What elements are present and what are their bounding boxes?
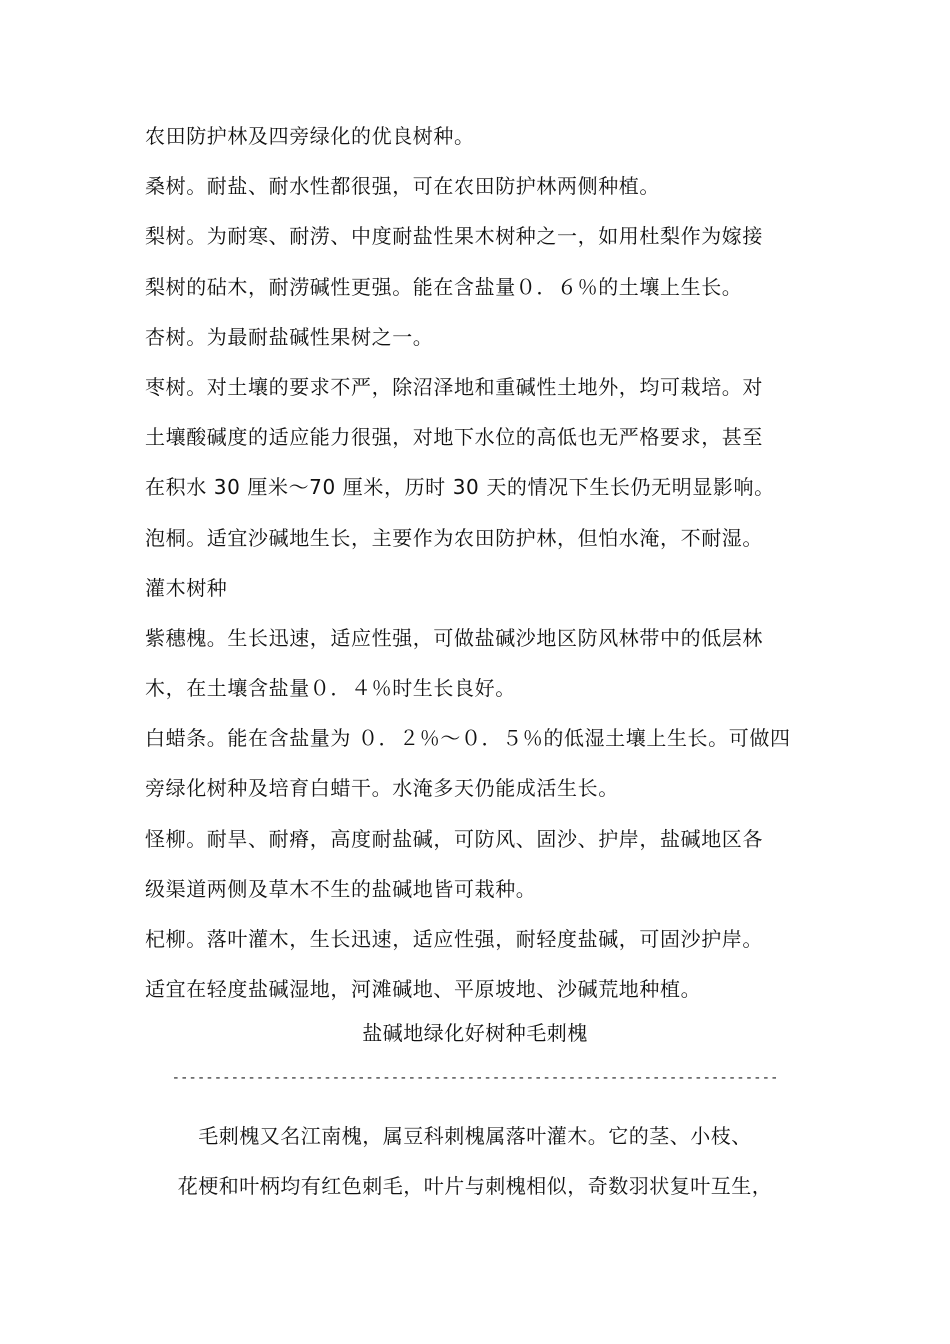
text-line: 土壤酸碱度的适应能力很强，对地下水位的高低也无严格要求，甚至 [145, 425, 763, 450]
text-line: 白蜡条。能在含盐量为 ０．２％～０．５％的低湿土壤上生长。可做四 [145, 726, 791, 751]
subheading: 灌木树种 [145, 575, 228, 600]
body-text [145, 118, 813, 1021]
section-heading: 盐碱地绿化好树种毛刺槐 [362, 1021, 588, 1045]
text-line: 泡桐。适宜沙碱地生长，主要作为农田防护林，但怕水淹，不耐湿。 [145, 525, 763, 550]
text-line: 杏树。为最耐盐碱性果树之一。 [145, 324, 434, 349]
text-line: 旁绿化树种及培育白蜡干。水淹多天仍能成活生长。 [145, 776, 619, 801]
text-line: 桑树。耐盐、耐水性都很强，可在农田防护林两侧种植。 [145, 174, 660, 199]
text-line: 紫穗槐。生长迅速，适应性强，可做盐碱沙地区防风林带中的低层林 [145, 625, 763, 650]
text-line: 木，在土壤含盐量０．４％时生长良好。 [145, 676, 516, 701]
text-line: 杞柳。落叶灌木，生长迅速，适应性强，耐轻度盐碱，可固沙护岸。 [145, 927, 763, 951]
text-line: 级渠道两侧及草木不生的盐碱地皆可栽种。 [145, 876, 537, 901]
text-line: 在积水 30 厘米～70 厘米，历时 30 天的情况下生长仍无明显影响。 [145, 475, 775, 500]
dashed-divider: ------------------------------------------------------------------------ [171, 1070, 779, 1086]
text-line: 梨树的砧木，耐涝碱性更强。能在含盐量０．６％的土壤上生长。 [145, 274, 743, 299]
text-line: 梨树。为耐寒、耐涝、中度耐盐性果木树种之一，如用杜梨作为嫁接 [145, 224, 763, 249]
text-line: 枣树。对土壤的要求不严，除沼泽地和重碱性土地外，均可栽培。对 [145, 374, 763, 399]
intro-line: 花梗和叶柄均有红色刺毛，叶片与刺槐相似，奇数羽状复叶互生， [177, 1174, 773, 1198]
intro-line: 毛刺槐又名江南槐，属豆科刺槐属落叶灌木。它的茎、小枝、 [198, 1124, 752, 1148]
intro-paragraph [0, 1118, 950, 1218]
text-line: 农田防护林及四旁绿化的优良树种。 [145, 124, 475, 148]
text-line: 怪柳。耐旱、耐瘠，高度耐盐碱，可防风、固沙、护岸，盐碱地区各 [145, 826, 763, 851]
text-line: 适宜在轻度盐碱湿地，河滩碱地、平原坡地、沙碱荒地种植。 [145, 977, 702, 1002]
